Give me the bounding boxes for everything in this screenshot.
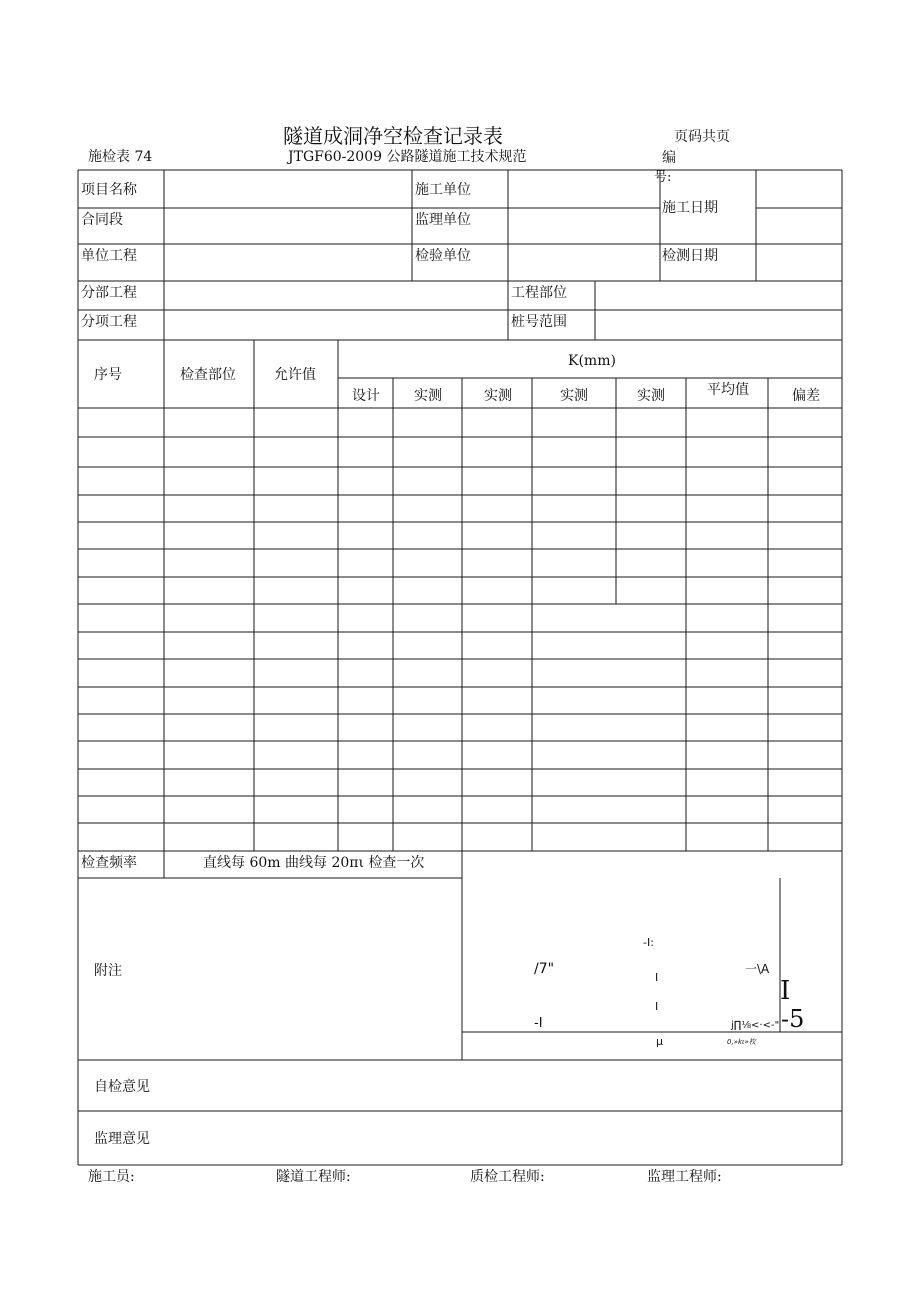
sketch-mark: j∏⅛<·<-" xyxy=(731,1020,780,1031)
page-info: 页码共页 xyxy=(674,129,730,145)
division-project-label: 分部工程 xyxy=(81,285,137,301)
construction-date-label: 施工日期 xyxy=(662,200,718,216)
sketch-mark: -I xyxy=(534,1016,543,1031)
builder-signature-label: 施工员: xyxy=(88,1169,135,1185)
sketch-mark: 0,»kι»枚 xyxy=(727,1038,756,1046)
sketch-mark: -5 xyxy=(781,1005,805,1033)
station-range-label: 桩号范围 xyxy=(511,314,567,330)
col-header-average: 平均值 xyxy=(707,382,749,398)
inspection-date-label: 检测日期 xyxy=(662,248,718,264)
quality-engineer-signature-label: 质检工程师: xyxy=(470,1169,545,1185)
tunnel-engineer-signature-label: 隧道工程师: xyxy=(276,1169,351,1185)
subitem-project-label: 分项工程 xyxy=(81,314,137,330)
col-header-location: 检查部位 xyxy=(180,367,236,383)
project-location-label: 工程部位 xyxy=(511,285,567,301)
self-check-opinion-label: 自检意见 xyxy=(94,1079,150,1095)
project-name-label: 项目名称 xyxy=(81,182,137,198)
form-number: 施检表 74 xyxy=(88,149,153,165)
supervisor-unit-label: 监理单位 xyxy=(415,212,471,228)
col-header-deviation: 偏差 xyxy=(792,388,820,404)
frequency-label: 检查频率 xyxy=(81,855,137,871)
sketch-mark: I xyxy=(655,1000,659,1013)
unit-project-label: 单位工程 xyxy=(81,248,137,264)
sketch-mark: /7" xyxy=(534,961,555,977)
notes-label: 附注 xyxy=(94,963,122,979)
col-header-allowed: 允许值 xyxy=(274,367,316,383)
col-header-measured-1: 实测 xyxy=(414,388,442,404)
sketch-mark: I xyxy=(780,976,791,1006)
sketch-mark: I xyxy=(655,971,659,984)
supervising-engineer-signature-label: 监理工程师: xyxy=(647,1169,722,1185)
frequency-value: 直线每 60m 曲线每 20πι 检查一次 xyxy=(203,855,425,871)
sketch-mark: -Ⅰ: xyxy=(643,936,654,949)
col-header-measured-4: 实测 xyxy=(637,388,665,404)
contract-section-label: 合同段 xyxy=(81,212,123,228)
col-header-design: 设计 xyxy=(352,388,380,404)
standard-reference: JTGF60-2009 公路隧道施工技术规范 xyxy=(288,149,527,165)
col-header-measured-3: 实测 xyxy=(560,388,588,404)
col-header-no: 序号 xyxy=(94,367,122,383)
inspection-unit-label: 检验单位 xyxy=(415,248,471,264)
serial-number-label: 编 xyxy=(662,150,676,166)
supervision-opinion-label: 监理意见 xyxy=(94,1131,150,1147)
col-header-k-mm: K(mm) xyxy=(568,353,616,369)
sketch-mark: μ xyxy=(656,1035,663,1048)
col-header-measured-2: 实测 xyxy=(484,388,512,404)
form-title: 隧道成洞净空检查记录表 xyxy=(283,124,503,148)
serial-number-label-2: 号: xyxy=(654,170,672,185)
sketch-mark: 一\A xyxy=(745,962,770,976)
contractor-label: 施工单位 xyxy=(415,182,471,198)
